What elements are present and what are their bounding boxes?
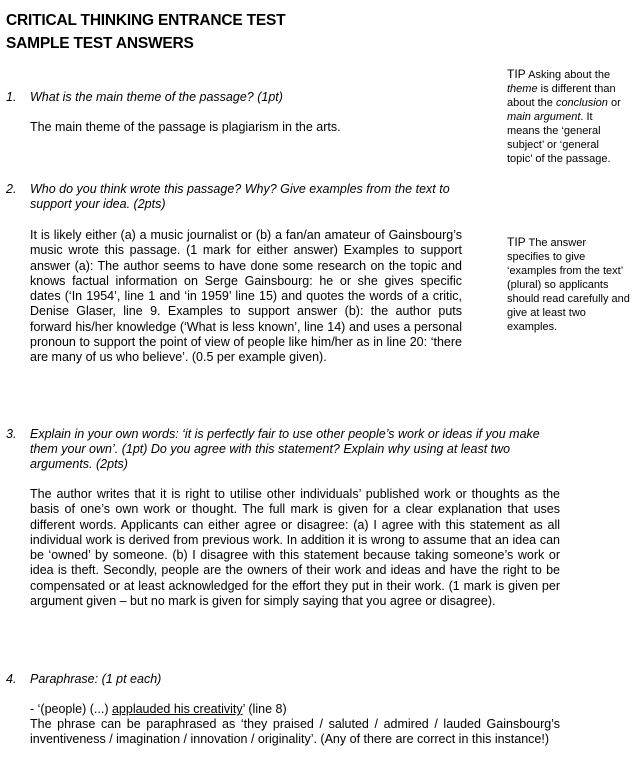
question-text: What is the main theme of the passage? (1pt) [30, 90, 283, 104]
answer-text: The author writes that it is right to utilise other individuals’ published work or thoughts as the basis of one’s own work or thought. The full mark is given for a clear explanation that uses different words. Applicants can either agree or disagree: (a) I agree with this statement as all individual work is derived from previous work. In addition it is wrong to assume that an idea can be ‘owned’ by someone. (b) I disagree with this statement because taking someone’s work or idea is theft. Secondly, people are the owners of their work and ideas and have the right to be compensated or at least acknowledged for the effort they put in their work. (1 mark is given per argument given – but no mark is given for simply saying that you agree or disagree). [30, 487, 560, 609]
question-number: 3. [6, 427, 17, 441]
tip-text: Asking about the [525, 69, 611, 81]
answer-text: The phrase can be paraphrased as ‘they praised / saluted / admired / lauded Gainsbourg’s inventiveness / imagination / innovation / originality’. (Any of there are correct in this instance!) [30, 717, 560, 747]
tip-box-theme [507, 67, 625, 166]
paraphrase-quote [30, 702, 560, 717]
tip-box-examples [507, 235, 631, 334]
answer-text: It is likely either (a) a music journalist or (b) a fan/an amateur of Gainsbourg’s music wrote this passage. (1 mark for either answer) Examples to support answer (a): The author seems to have done some research on the topic and knows factual information on Serge Gainsbourg: he or she gives specific dates (‘In 1954’, line 1 and ‘in 1959’ line 15) and quotes the words of a critic, Denise Glaser, line 9. Examples to support answer (b): the author puts forward his/her knowledge (‘What is less known’, line 14) and uses a personal pronoun to support the point of view of people like him/her as in line 20: ‘there are many of us who believe’. (0.5 per example given). [30, 228, 462, 365]
question-number: 1. [6, 90, 17, 104]
tip-text: theme [507, 83, 538, 95]
tip-text: is different than about the [507, 83, 616, 109]
tip-text: or [607, 97, 621, 109]
question-text: Who do you think wrote this passage? Why? Give examples from the text to support your idea. (2pts) [30, 182, 450, 211]
tip-label: TIP [507, 67, 526, 81]
quote-underlined: applauded his creativity [111, 702, 243, 716]
tip-text: . It means the ‘general subject’ or ‘general topic’ of the passage. [507, 111, 611, 165]
tip-text: The answer specifies to give ‘examples from the text’ (plural) so applicants should read carefully and give at least two examples. [507, 237, 630, 333]
tip-text: conclusion [555, 97, 608, 109]
quote-text: ’ (line 8) [242, 702, 287, 716]
page-subtitle: SAMPLE TEST ANSWERS [6, 35, 194, 52]
question-text: Explain in your own words: ‘it is perfectly fair to use other people’s work or ideas if you make them your own’. (1pt) Do you agree with this statement? Explain why using at least two arguments. (2pts) [30, 427, 540, 471]
page-title: CRITICAL THINKING ENTRANCE TEST [6, 12, 286, 29]
question-number: 4. [6, 672, 17, 686]
question-text: Paraphrase: (1 pt each) [30, 672, 162, 686]
answer-text: The main theme of the passage is plagiarism in the arts. [30, 120, 341, 134]
tip-text: main argument [507, 111, 581, 123]
question-number: 2. [6, 182, 17, 196]
quote-text: - ‘(people) (...) [30, 702, 112, 716]
tip-label: TIP [507, 235, 526, 249]
